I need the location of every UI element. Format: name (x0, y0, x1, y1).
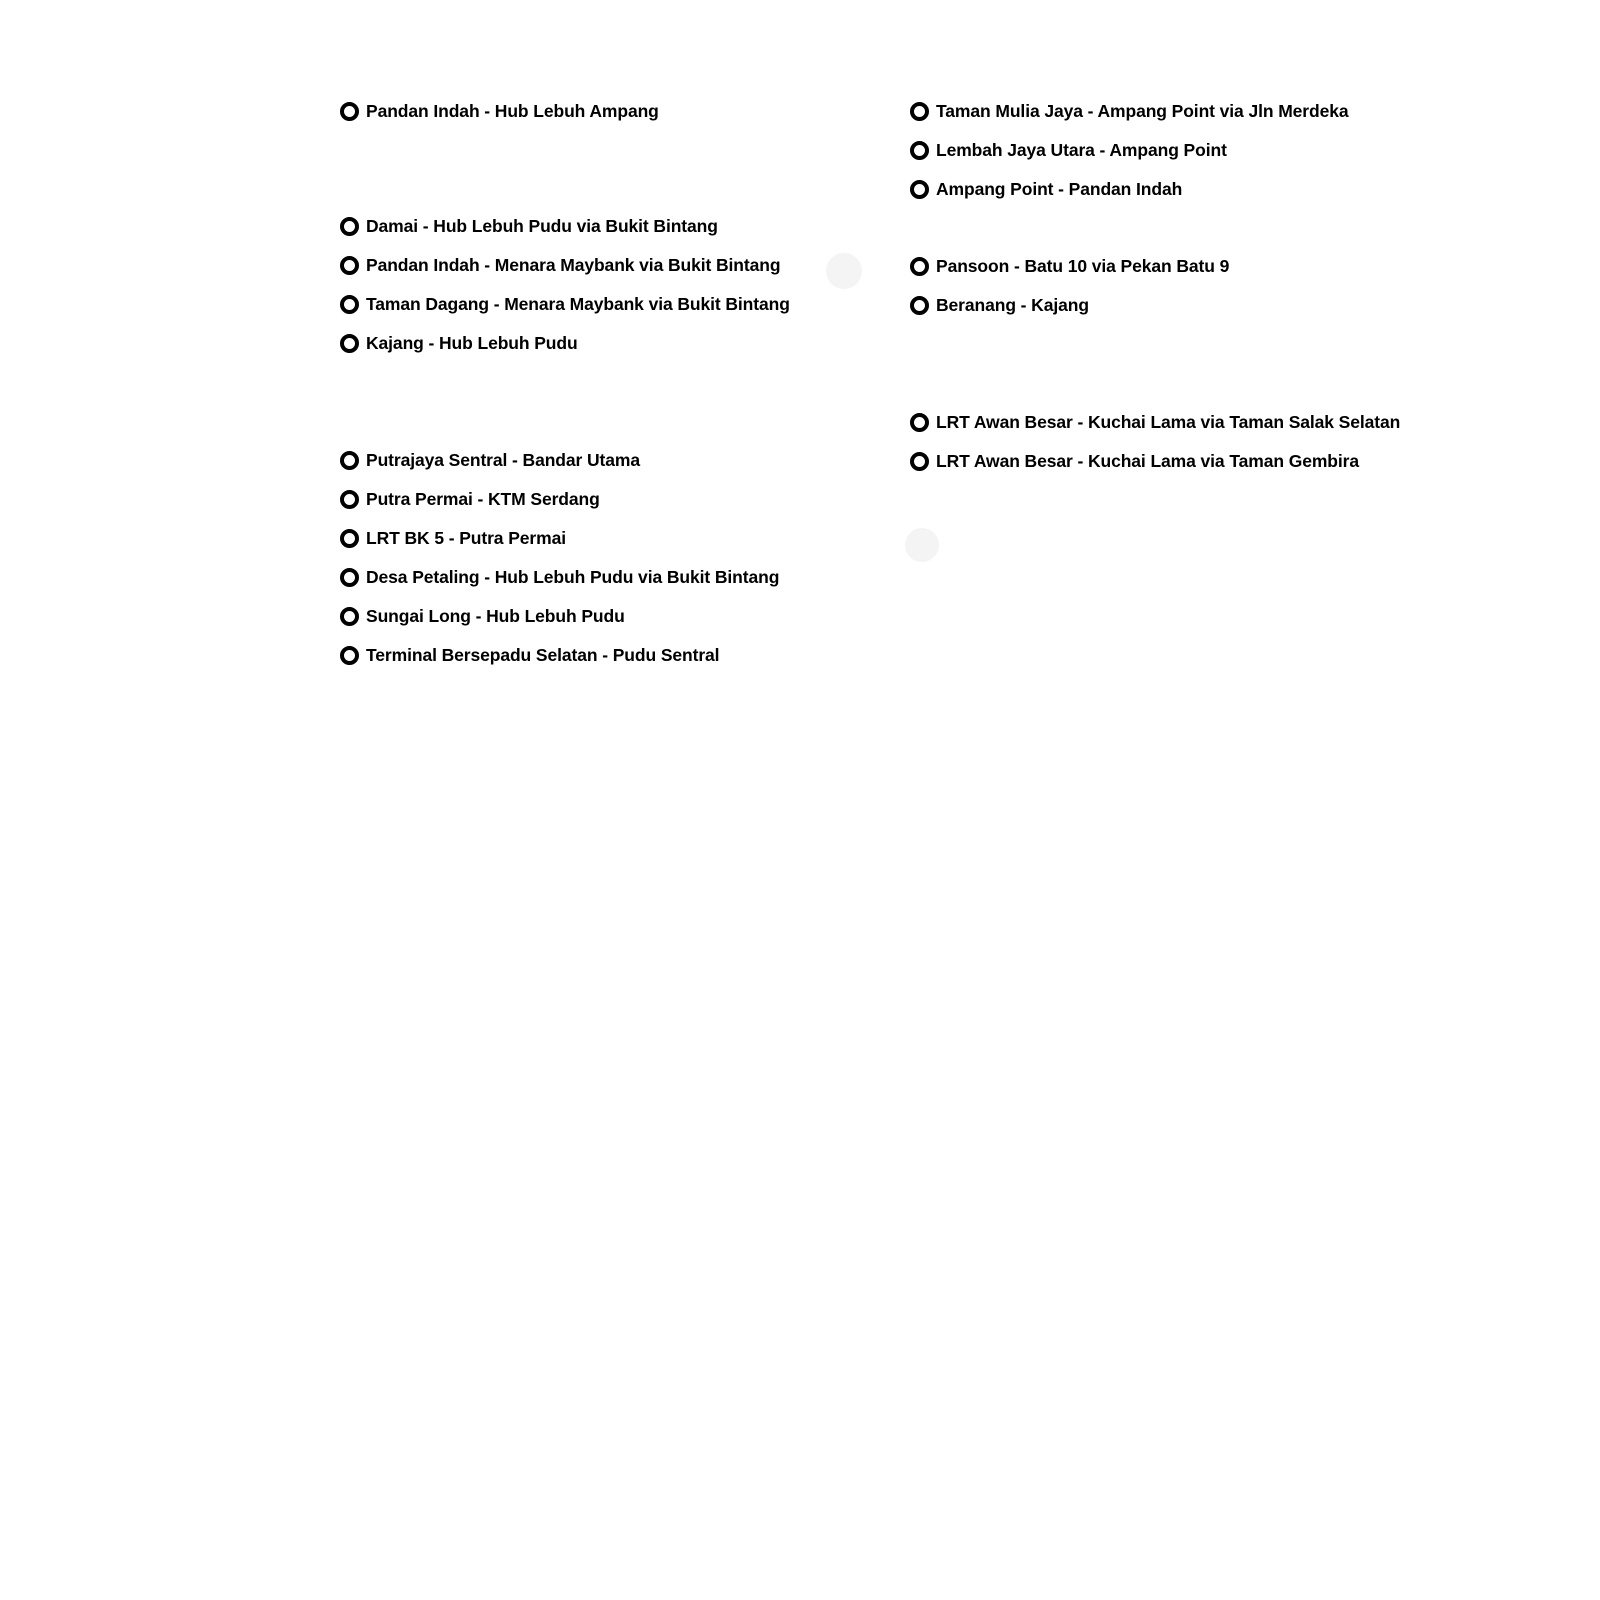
route-label: Beranang - Kajang (936, 294, 1089, 315)
circle-bullet-icon (340, 646, 359, 665)
route-group-pudu-bukit-bintang (340, 207, 870, 363)
list-item[interactable] (340, 519, 870, 558)
route-label: LRT Awan Besar - Kuchai Lama via Taman Salak Selatan (936, 411, 1401, 432)
circle-bullet-icon (340, 451, 359, 470)
route-group-pansoon-beranang (910, 247, 1510, 325)
route-label: LRT BK 5 - Putra Permai (366, 527, 566, 548)
list-item[interactable] (910, 92, 1510, 131)
list-item[interactable] (340, 480, 870, 519)
list-item[interactable] (910, 170, 1510, 209)
route-label: Pandan Indah - Hub Lebuh Ampang (366, 100, 659, 121)
route-group-lrt-awan-besar (910, 403, 1510, 481)
circle-bullet-icon (910, 257, 929, 276)
list-item[interactable] (340, 207, 870, 246)
list-item[interactable] (340, 92, 870, 131)
route-label: Terminal Bersepadu Selatan - Pudu Sentral (366, 644, 720, 665)
list-item[interactable] (340, 558, 870, 597)
route-group-ampang-point (910, 92, 1510, 209)
route-label: Sungai Long - Hub Lebuh Pudu (366, 605, 625, 626)
group-spacer (340, 363, 870, 441)
list-item[interactable] (340, 285, 870, 324)
right-route-column (910, 92, 1510, 481)
route-label: Lembah Jaya Utara - Ampang Point (936, 139, 1227, 160)
route-group-ampang-line (340, 92, 870, 131)
list-item[interactable] (910, 286, 1510, 325)
group-spacer (910, 209, 1510, 247)
group-spacer (910, 325, 1510, 403)
list-item[interactable] (340, 441, 870, 480)
route-label: Ampang Point - Pandan Indah (936, 178, 1183, 199)
route-label: Taman Mulia Jaya - Ampang Point via Jln Merdeka (936, 100, 1349, 121)
list-item[interactable] (910, 247, 1510, 286)
circle-bullet-icon (910, 180, 929, 199)
route-group-putrajaya-serdang (340, 441, 870, 675)
route-label: LRT Awan Besar - Kuchai Lama via Taman Gembira (936, 450, 1359, 471)
list-item[interactable] (340, 246, 870, 285)
circle-bullet-icon (340, 568, 359, 587)
route-label: Damai - Hub Lebuh Pudu via Bukit Bintang (366, 215, 718, 236)
circle-bullet-icon (910, 413, 929, 432)
route-label: Kajang - Hub Lebuh Pudu (366, 332, 578, 353)
route-label: Taman Dagang - Menara Maybank via Bukit Bintang (366, 293, 790, 314)
circle-bullet-icon (340, 490, 359, 509)
circle-bullet-icon (340, 295, 359, 314)
list-item[interactable] (340, 597, 870, 636)
route-label: Desa Petaling - Hub Lebuh Pudu via Bukit Bintang (366, 566, 780, 587)
circle-bullet-icon (340, 334, 359, 353)
list-item[interactable] (910, 442, 1510, 481)
circle-bullet-icon (340, 256, 359, 275)
circle-bullet-icon (910, 141, 929, 160)
circle-bullet-icon (910, 102, 929, 121)
route-label: Pandan Indah - Menara Maybank via Bukit Bintang (366, 254, 781, 275)
circle-bullet-icon (340, 102, 359, 121)
circle-bullet-icon (340, 217, 359, 236)
list-item[interactable] (340, 636, 870, 675)
route-label: Pansoon - Batu 10 via Pekan Batu 9 (936, 255, 1230, 276)
scan-smudge-mark (905, 528, 939, 562)
circle-bullet-icon (340, 529, 359, 548)
route-label: Putrajaya Sentral - Bandar Utama (366, 449, 640, 470)
circle-bullet-icon (340, 607, 359, 626)
circle-bullet-icon (910, 296, 929, 315)
list-item[interactable] (340, 324, 870, 363)
route-label: Putra Permai - KTM Serdang (366, 488, 600, 509)
left-route-column (340, 92, 870, 675)
group-spacer (340, 131, 870, 207)
circle-bullet-icon (910, 452, 929, 471)
list-item[interactable] (910, 403, 1510, 442)
list-item[interactable] (910, 131, 1510, 170)
